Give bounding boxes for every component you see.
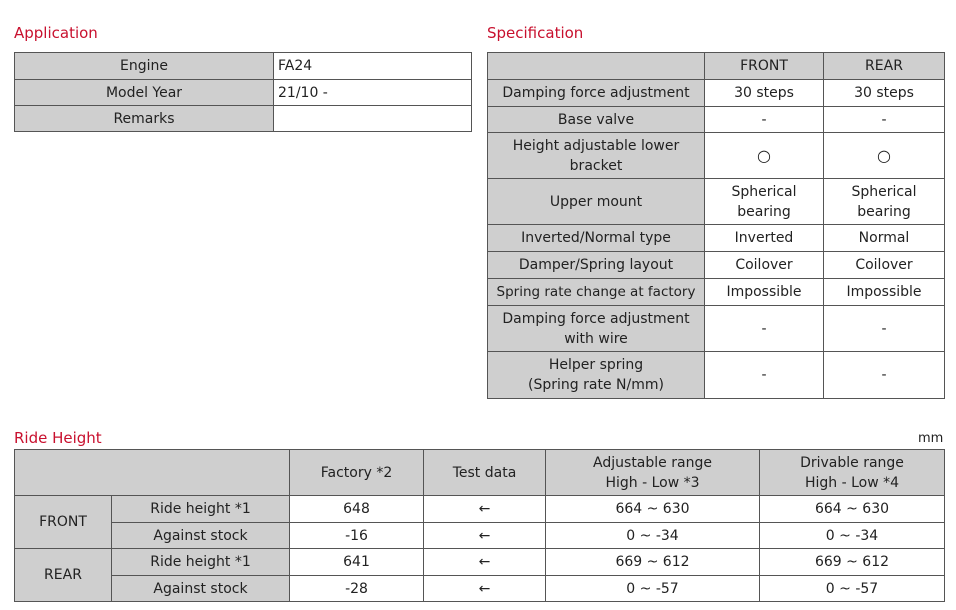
ride-height-title: Ride Height [14, 429, 102, 447]
spec-label: Damper/Spring layout [488, 252, 705, 279]
table-row [488, 53, 945, 80]
spec-label: Height adjustable lower bracket [488, 133, 705, 179]
remarks-value [274, 106, 472, 132]
spec-front-value: - [705, 352, 824, 399]
application-title: Application [14, 24, 98, 42]
ride-header-factory: Factory *2 [290, 450, 424, 496]
spec-rear-value: - [824, 306, 945, 352]
table-row [488, 107, 945, 133]
rear-group-label: REAR [15, 549, 112, 602]
spec-rear-value: Spherical bearing [824, 179, 945, 225]
remarks-label: Remarks [15, 106, 274, 132]
test-value: ← [424, 496, 546, 523]
unit-label: mm [918, 431, 944, 446]
table-row [488, 133, 945, 179]
factory-value: 641 [290, 549, 424, 576]
ride-height-table [14, 449, 945, 602]
spec-front-value: - [705, 306, 824, 352]
spec-front-value: Spherical bearing [705, 179, 824, 225]
spec-front-value: 30 steps [705, 80, 824, 107]
table-row [488, 80, 945, 107]
spec-front-value: - [705, 107, 824, 133]
drivable-value: 0 ~ -34 [760, 523, 945, 549]
row-label: Against stock [112, 523, 290, 549]
ride-header-test: Test data [424, 450, 546, 496]
front-group-label: FRONT [15, 496, 112, 549]
spec-rear-value: ○ [824, 133, 945, 179]
table-row [488, 279, 945, 306]
table-row [488, 252, 945, 279]
engine-label: Engine [15, 53, 274, 80]
table-row [15, 53, 472, 80]
spec-label: Upper mount [488, 179, 705, 225]
specification-table [487, 52, 945, 399]
table-row [15, 576, 945, 602]
table-row [15, 450, 945, 496]
spec-rear-value: Impossible [824, 279, 945, 306]
spec-header-blank [488, 53, 705, 80]
test-value: ← [424, 523, 546, 549]
spec-front-value: Inverted [705, 225, 824, 252]
table-row [15, 549, 945, 576]
spec-rear-value: Coilover [824, 252, 945, 279]
adjustable-value: 0 ~ -34 [546, 523, 760, 549]
factory-value: 648 [290, 496, 424, 523]
row-label: Ride height *1 [112, 496, 290, 523]
adjustable-value: 0 ~ -57 [546, 576, 760, 602]
application-table [14, 52, 472, 132]
test-value: ← [424, 576, 546, 602]
spec-header-front: FRONT [705, 53, 824, 80]
spec-rear-value: 30 steps [824, 80, 945, 107]
row-label: Against stock [112, 576, 290, 602]
table-row [488, 225, 945, 252]
factory-value: -28 [290, 576, 424, 602]
table-row [15, 80, 472, 106]
spec-header-rear: REAR [824, 53, 945, 80]
ride-header-blank [15, 450, 290, 496]
spec-label: Base valve [488, 107, 705, 133]
drivable-value: 669 ~ 612 [760, 549, 945, 576]
spec-rear-value: - [824, 107, 945, 133]
spec-label: Damping force adjustment with wire [488, 306, 705, 352]
spec-label: Damping force adjustment [488, 80, 705, 107]
table-row [488, 179, 945, 225]
spec-label: Spring rate change at factory [488, 279, 705, 306]
spec-rear-value: Normal [824, 225, 945, 252]
factory-value: -16 [290, 523, 424, 549]
table-row [488, 306, 945, 352]
specification-title: Specification [487, 24, 584, 42]
spec-label: Inverted/Normal type [488, 225, 705, 252]
row-label: Ride height *1 [112, 549, 290, 576]
spec-front-value: Impossible [705, 279, 824, 306]
table-row [15, 106, 472, 132]
ride-header-drivable: Drivable range High - Low *4 [760, 450, 945, 496]
table-row [488, 352, 945, 399]
spec-front-value: ○ [705, 133, 824, 179]
test-value: ← [424, 549, 546, 576]
ride-header-adjustable: Adjustable range High - Low *3 [546, 450, 760, 496]
engine-value: FA24 [274, 53, 472, 80]
spec-label: Helper spring (Spring rate N/mm) [488, 352, 705, 399]
drivable-value: 664 ~ 630 [760, 496, 945, 523]
adjustable-value: 669 ~ 612 [546, 549, 760, 576]
model-year-label: Model Year [15, 80, 274, 106]
spec-front-value: Coilover [705, 252, 824, 279]
spec-rear-value: - [824, 352, 945, 399]
table-row [15, 496, 945, 523]
table-row [15, 523, 945, 549]
model-year-value: 21/10 - [274, 80, 472, 106]
adjustable-value: 664 ~ 630 [546, 496, 760, 523]
drivable-value: 0 ~ -57 [760, 576, 945, 602]
